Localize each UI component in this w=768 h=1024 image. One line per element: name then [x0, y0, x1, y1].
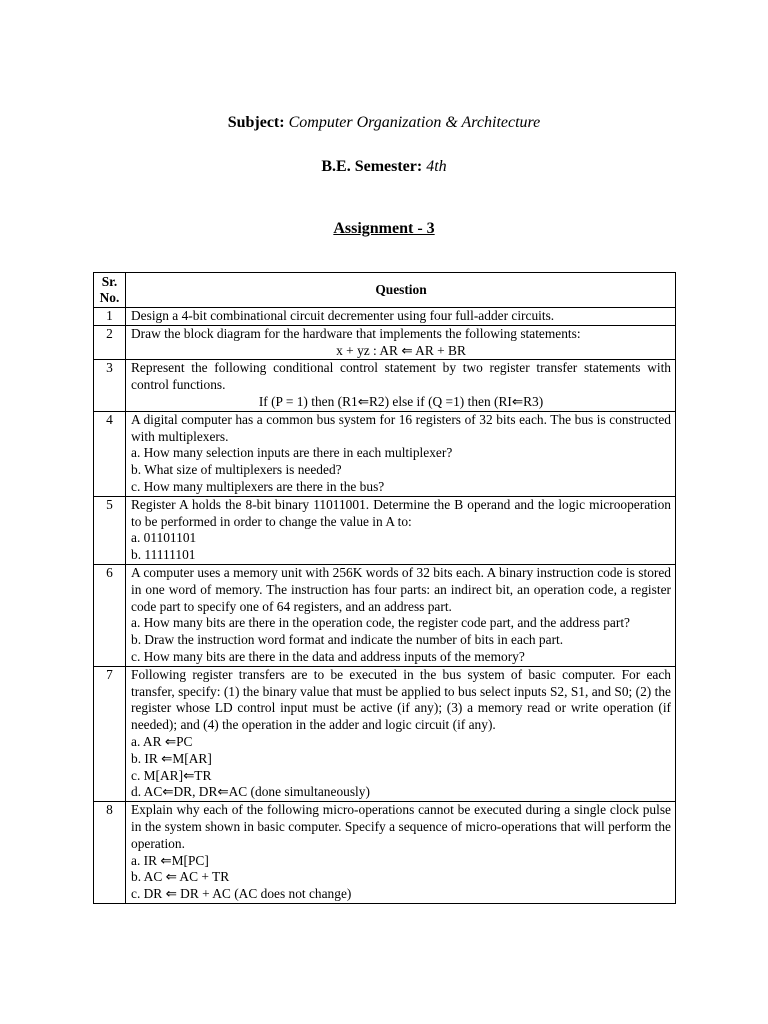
- table-row: [94, 325, 676, 360]
- question-number: 4: [94, 411, 126, 496]
- question-line: a. 01101101: [131, 530, 197, 546]
- question-number: 7: [94, 666, 126, 801]
- questions-table: [93, 272, 676, 904]
- question-line: a. IR ⇐M[PC]: [131, 852, 209, 868]
- subject-line: [0, 114, 768, 132]
- table-row: [94, 496, 676, 564]
- question-text: [126, 360, 676, 411]
- table-row: [94, 308, 676, 326]
- subject-value: Computer Organization & Architecture: [288, 114, 541, 131]
- question-line: d. AC⇐DR, DR⇐AC (done simultaneously): [131, 784, 370, 800]
- question-line: Following register transfers are to be executed in the bus system of basic computer. For each transfer, specify: (1) the binary value that must be applied to bus select inputs S2, S1, and S0; (2) the register whose LD control input must be active (if any); (3) a memory read or write operation (if needed); and (4) the operation in the adder and logic circuit (if any).: [131, 666, 671, 733]
- question-number: 6: [94, 564, 126, 666]
- table-header-row: [94, 273, 676, 308]
- question-line: c. How many multiplexers are there in the bus?: [131, 478, 385, 494]
- question-number: 2: [94, 325, 126, 360]
- question-line: c. M[AR]⇐TR: [131, 767, 212, 783]
- question-number: 8: [94, 802, 126, 904]
- subject-label: Subject:: [227, 114, 285, 131]
- question-line: a. How many selection inputs are there in each multiplexer?: [131, 445, 453, 461]
- question-line: Explain why each of the following micro-operations cannot be executed during a single clock pulse in the system shown in basic computer. Specify a sequence of micro-operations that will perform the operation.: [131, 802, 671, 851]
- question-text: [126, 564, 676, 666]
- question-number: 5: [94, 496, 126, 564]
- semester-value: 4th: [426, 158, 447, 175]
- table-row: [94, 564, 676, 666]
- assignment-title: Assignment - 3: [333, 220, 435, 237]
- question-line: x + yz : AR ⇐ AR + BR: [336, 342, 466, 358]
- question-line: a. How many bits are there in the operation code, the register code part, and the address part?: [131, 615, 630, 631]
- table-row: [94, 802, 676, 904]
- question-line: If (P = 1) then (R1⇐R2) else if (Q =1) then (RI⇐R3): [258, 393, 544, 409]
- question-text: [126, 325, 676, 360]
- question-number: 1: [94, 308, 126, 326]
- question-line: c. DR ⇐ DR + AC (AC does not change): [131, 886, 352, 902]
- question-text: [126, 666, 676, 801]
- question-line: b. Draw the instruction word format and indicate the number of bits in each part.: [131, 632, 564, 648]
- semester-line: [0, 158, 768, 176]
- question-text: [126, 411, 676, 496]
- table-row: [94, 666, 676, 801]
- table-row: [94, 360, 676, 411]
- assignment-heading: [0, 220, 768, 238]
- column-header-question: Question: [126, 273, 676, 308]
- question-line: A digital computer has a common bus system for 16 registers of 32 bits each. The bus is constructed with multiplexers.: [131, 411, 671, 444]
- question-line: c. How many bits are there in the data and address inputs of the memory?: [131, 648, 525, 664]
- question-line: b. IR ⇐M[AR]: [131, 750, 212, 766]
- question-line: Draw the block diagram for the hardware that implements the following statements:: [131, 325, 581, 341]
- semester-label: B.E. Semester:: [321, 158, 423, 175]
- question-line: b. AC ⇐ AC + TR: [131, 869, 230, 885]
- question-line: Design a 4-bit combinational circuit decrementer using four full-adder circuits.: [131, 308, 555, 323]
- question-line: A computer uses a memory unit with 256K words of 32 bits each. A binary instruction code is stored in one word of memory. The instruction has four parts: an indirect bit, an operation code, a register code part to specify one of 64 registers, and an address part.: [131, 564, 671, 614]
- question-line: Represent the following conditional control statement by two register transfer statements with control functions.: [131, 360, 671, 393]
- column-header-sr-no: Sr. No.: [94, 273, 126, 308]
- question-text: [126, 308, 676, 326]
- question-line: b. What size of multiplexers is needed?: [131, 462, 342, 478]
- question-text: [126, 496, 676, 564]
- question-line: b. 11111101: [131, 547, 196, 563]
- question-text: [126, 802, 676, 904]
- table-row: [94, 411, 676, 496]
- questions-body: [94, 308, 676, 904]
- question-number: 3: [94, 360, 126, 411]
- question-line: a. AR ⇐PC: [131, 733, 193, 749]
- question-line: Register A holds the 8-bit binary 11011001. Determine the B operand and the logic microoperation to be performed in order to change the value in A to:: [131, 496, 671, 529]
